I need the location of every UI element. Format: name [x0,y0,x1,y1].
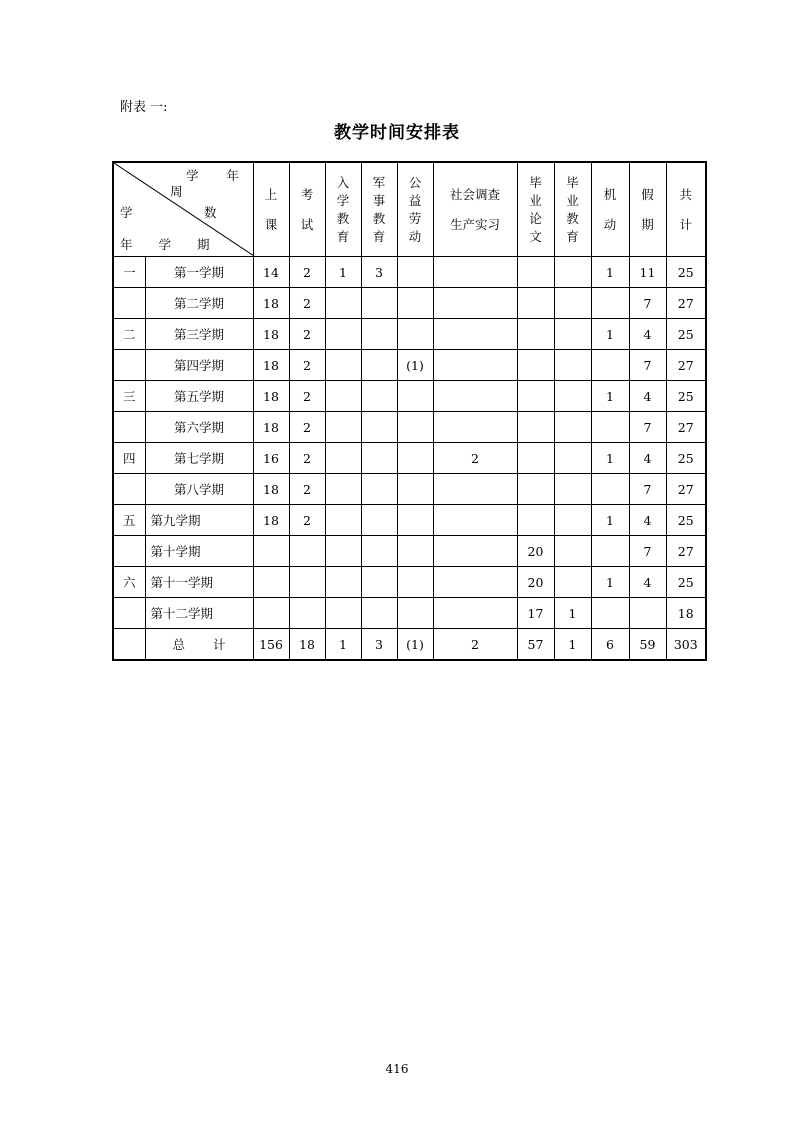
value-cell [517,443,554,474]
value-cell [397,567,433,598]
value-cell [361,567,397,598]
value-cell [517,381,554,412]
value-cell [517,350,554,381]
value-cell: 20 [517,567,554,598]
value-cell: 16 [253,443,289,474]
total-value-cell: 3 [361,629,397,661]
value-cell: 1 [591,257,629,288]
value-cell [361,474,397,505]
value-cell: 7 [629,288,666,319]
value-cell [433,505,517,536]
value-cell: 18 [253,505,289,536]
value-cell [361,443,397,474]
value-cell: (1) [397,350,433,381]
table-row [113,319,706,350]
value-cell [517,505,554,536]
value-cell [433,257,517,288]
value-cell: 7 [629,412,666,443]
value-cell [397,598,433,629]
value-cell: 25 [666,505,706,536]
value-cell [433,319,517,350]
column-header-text: 动 [603,216,617,232]
value-cell [325,536,361,567]
year-cell: 一 [113,257,145,288]
term-cell: 第十一学期 [145,567,253,598]
column-header-text: 毕 [566,174,579,190]
column-header-text: 育 [336,228,350,244]
column-header [517,162,554,257]
header-row [113,162,706,257]
value-cell: 25 [666,381,706,412]
value-cell: 2 [289,381,325,412]
column-header-text: 益 [408,192,422,208]
value-cell [325,567,361,598]
total-value-cell: 57 [517,629,554,661]
column-header-text: 共 [679,186,692,202]
table-row [113,412,706,443]
value-cell [517,257,554,288]
value-cell: 7 [629,474,666,505]
total-value-cell: 156 [253,629,289,661]
value-cell: 18 [666,598,706,629]
value-cell [554,381,591,412]
value-cell [517,412,554,443]
term-cell: 第十学期 [145,536,253,567]
year-cell [113,412,145,443]
value-cell [554,536,591,567]
total-value-cell: 18 [289,629,325,661]
value-cell: 1 [325,257,361,288]
year-cell [113,598,145,629]
value-cell: 25 [666,443,706,474]
value-cell [361,412,397,443]
value-cell [517,319,554,350]
value-cell [397,443,433,474]
value-cell [253,567,289,598]
table-title: 教学时间安排表 [334,123,460,143]
column-header [361,162,397,257]
total-row [113,629,706,661]
column-header [554,162,591,257]
value-cell: 25 [666,567,706,598]
term-cell: 第二学期 [145,288,253,319]
term-cell: 第八学期 [145,474,253,505]
year-cell: 五 [113,505,145,536]
total-label-cell: 总 计 [145,629,253,661]
column-header-text: 劳 [408,210,422,226]
column-header-text: 业 [529,192,542,208]
total-value-cell: 1 [554,629,591,661]
term-cell: 第四学期 [145,350,253,381]
column-header-text: 假 [641,186,654,202]
column-header-text: 动 [408,228,422,244]
value-cell: 1 [591,505,629,536]
column-header-text: 期 [641,216,654,232]
value-cell [554,474,591,505]
column-header-text: 机 [603,186,617,202]
value-cell: 2 [289,474,325,505]
value-cell [433,381,517,412]
value-cell: 11 [629,257,666,288]
table-row [113,443,706,474]
value-cell [433,412,517,443]
column-header-text: 社会调查 [449,186,500,202]
value-cell [629,598,666,629]
value-cell: 27 [666,288,706,319]
table-row [113,536,706,567]
value-cell: 2 [289,443,325,474]
value-cell [591,350,629,381]
corner-header-cell [113,162,253,257]
table-row [113,350,706,381]
column-header-text: 生产实习 [449,216,500,232]
value-cell [433,474,517,505]
value-cell [517,288,554,319]
value-cell [591,474,629,505]
year-cell: 三 [113,381,145,412]
table-row [113,505,706,536]
value-cell: 2 [289,288,325,319]
value-cell [325,412,361,443]
corner-label-zhou: 周 [170,184,183,199]
value-cell: 20 [517,536,554,567]
value-cell: 18 [253,350,289,381]
total-value-cell: 2 [433,629,517,661]
column-header-text: 业 [566,192,579,208]
value-cell: 4 [629,319,666,350]
value-cell: 7 [629,350,666,381]
total-year-cell [113,629,145,661]
value-cell [397,381,433,412]
value-cell [554,257,591,288]
column-header [397,162,433,257]
year-cell [113,474,145,505]
value-cell [361,288,397,319]
value-cell: 2 [289,412,325,443]
term-cell: 第三学期 [145,319,253,350]
column-header-text: 事 [372,192,386,208]
total-value-cell: 303 [666,629,706,661]
table-row [113,598,706,629]
table-row [113,288,706,319]
page-number: 416 [385,1062,409,1076]
term-cell: 第十二学期 [145,598,253,629]
value-cell [361,536,397,567]
value-cell [554,567,591,598]
value-cell: 18 [253,474,289,505]
value-cell [325,443,361,474]
value-cell [361,319,397,350]
value-cell: 18 [253,288,289,319]
value-cell [397,257,433,288]
value-cell [591,598,629,629]
value-cell: 3 [361,257,397,288]
value-cell [253,598,289,629]
value-cell [397,288,433,319]
value-cell [554,319,591,350]
value-cell: 18 [253,319,289,350]
value-cell [361,381,397,412]
value-cell [325,505,361,536]
value-cell [325,350,361,381]
column-header-text: 入 [336,174,350,190]
value-cell: 1 [554,598,591,629]
value-cell: 27 [666,474,706,505]
value-cell: 2 [289,505,325,536]
term-cell: 第七学期 [145,443,253,474]
value-cell [325,319,361,350]
column-header-text: 试 [300,216,314,232]
column-header [289,162,325,257]
column-header-text: 考 [300,186,314,202]
value-cell [397,319,433,350]
year-cell [113,536,145,567]
term-cell: 第六学期 [145,412,253,443]
total-value-cell: (1) [397,629,433,661]
column-header [666,162,706,257]
value-cell: 4 [629,505,666,536]
value-cell [591,288,629,319]
value-cell [397,412,433,443]
corner-label-nian-xueqi: 年 学 期 [120,237,210,252]
value-cell: 1 [591,567,629,598]
value-cell: 25 [666,319,706,350]
corner-label-shu: 数 [204,205,217,220]
value-cell: 18 [253,381,289,412]
corner-label-xue: 学 [120,205,133,220]
value-cell [325,288,361,319]
value-cell [289,598,325,629]
column-header [591,162,629,257]
value-cell [361,598,397,629]
value-cell [591,536,629,567]
total-value-cell: 6 [591,629,629,661]
table-row [113,381,706,412]
value-cell [397,536,433,567]
value-cell: 2 [289,257,325,288]
column-header-text: 军 [372,174,386,190]
column-header-text: 学 [336,192,350,208]
value-cell [554,412,591,443]
value-cell [554,288,591,319]
value-cell: 7 [629,536,666,567]
value-cell: 17 [517,598,554,629]
value-cell: 25 [666,257,706,288]
value-cell [433,350,517,381]
value-cell: 2 [289,319,325,350]
value-cell: 2 [433,443,517,474]
year-cell: 二 [113,319,145,350]
table-row [113,567,706,598]
value-cell [433,567,517,598]
value-cell [361,350,397,381]
value-cell: 4 [629,567,666,598]
value-cell [253,536,289,567]
column-header-text: 文 [529,228,542,244]
total-value-cell: 1 [325,629,361,661]
column-header-text: 教 [372,210,386,226]
column-header-text: 论 [529,210,542,226]
value-cell: 14 [253,257,289,288]
value-cell: 1 [591,443,629,474]
value-cell: 27 [666,536,706,567]
year-cell [113,288,145,319]
term-cell: 第九学期 [145,505,253,536]
corner-label-xuenian: 学 年 [186,168,239,183]
column-header-text: 上 [264,186,278,202]
value-cell [289,567,325,598]
column-header-text: 计 [679,216,692,232]
value-cell [325,381,361,412]
term-cell: 第一学期 [145,257,253,288]
value-cell: 4 [629,443,666,474]
column-header-text: 公 [408,174,422,190]
total-value-cell: 59 [629,629,666,661]
year-cell [113,350,145,381]
column-header-text: 教 [566,210,579,226]
value-cell [591,412,629,443]
column-header [325,162,361,257]
column-header [629,162,666,257]
term-cell: 第五学期 [145,381,253,412]
schedule-table [112,161,707,661]
value-cell [361,505,397,536]
column-header-text: 毕 [529,174,542,190]
column-header-text: 育 [372,228,386,244]
value-cell: 2 [289,350,325,381]
value-cell: 1 [591,319,629,350]
value-cell [397,505,433,536]
year-cell: 四 [113,443,145,474]
value-cell: 4 [629,381,666,412]
value-cell [554,350,591,381]
value-cell [397,474,433,505]
table-row [113,257,706,288]
value-cell [325,474,361,505]
value-cell [433,288,517,319]
column-header [253,162,289,257]
value-cell [325,598,361,629]
table-row [113,474,706,505]
appendix-label: 附表 一: [120,100,168,115]
value-cell: 27 [666,412,706,443]
value-cell: 27 [666,350,706,381]
value-cell: 1 [591,381,629,412]
year-cell: 六 [113,567,145,598]
column-header-text: 育 [566,228,579,244]
column-header-text: 课 [264,216,278,232]
value-cell [554,443,591,474]
value-cell: 18 [253,412,289,443]
value-cell [517,474,554,505]
value-cell [433,598,517,629]
value-cell [289,536,325,567]
value-cell [433,536,517,567]
column-header [433,162,517,257]
column-header-text: 教 [336,210,350,226]
value-cell [554,505,591,536]
